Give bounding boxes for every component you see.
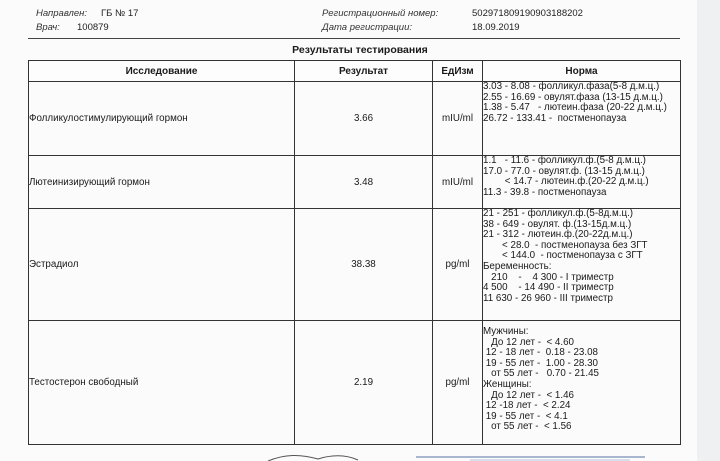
test-unit: mIU/ml: [433, 82, 483, 156]
test-name: Тестостерон свободный: [29, 321, 295, 445]
test-result: 3.66: [295, 82, 433, 156]
column-header-test: Исследование: [29, 61, 295, 82]
table-row: [29, 321, 681, 445]
norm-line: от 55 лет - 0.70 - 21.45: [483, 368, 599, 380]
norm-line: Беременность:: [483, 260, 552, 272]
table-row: [29, 156, 681, 209]
page-edge: [697, 0, 720, 461]
test-unit: pg/ml: [433, 321, 483, 445]
table-row: [29, 209, 681, 321]
bottom-stamp-fragment: [0, 452, 720, 461]
test-norm: [483, 209, 681, 321]
page-title: Результаты тестирования: [292, 44, 428, 56]
norm-line: 4 500 - 14 490 - II триместр: [483, 282, 614, 294]
results-table: [28, 60, 681, 445]
norm-line: 17.0 - 77.0 - овулят.ф. (13-15 д.м.ц.): [483, 165, 645, 177]
norm-line: 38 - 649 - овулят. ф.(13-15д.м.ц.): [483, 218, 632, 230]
test-result: 38.38: [295, 209, 433, 321]
norm-line: 1.38 - 5.47 - лютеин.фаза (20-22 д.м.ц.): [483, 102, 667, 114]
table-row: [29, 82, 681, 156]
sent-value: ГБ № 17: [101, 8, 139, 19]
table-header-row: [29, 61, 681, 82]
doctor-label: Врач:: [36, 22, 60, 33]
norm-line: 3.03 - 8.08 - фолликул.фаза(5-8 д.м.ц.): [483, 81, 660, 92]
norm-line: от 55 лет - < 1.56: [483, 421, 572, 433]
norm-line: 21 - 312 - лютеин.ф.(20-22д.м.ц.): [483, 229, 633, 241]
norm-line: < 28.0 - постменопауза без ЗГТ: [483, 239, 648, 251]
doctor-value: 100879: [77, 22, 109, 33]
column-header-result: Результат: [295, 61, 433, 82]
norm-line: < 144.0 - постменопауза с ЗГТ: [483, 250, 643, 262]
norm-line: 210 - 4 300 - I триместр: [483, 271, 614, 283]
test-unit: mIU/ml: [433, 156, 483, 209]
norm-line: 11 630 - 26 960 - III триместр: [483, 292, 613, 304]
column-header-norm: Норма: [483, 61, 681, 82]
norm-line: До 12 лет - < 1.46: [483, 389, 574, 401]
reg-date-value: 18.09.2019: [472, 22, 520, 33]
reg-number-label: Регистрационный номер:: [322, 8, 439, 19]
test-name: Эстрадиол: [29, 209, 295, 321]
reg-number-value: 502971809190903188202: [472, 8, 583, 19]
norm-line: 12 - 18 лет - 0.18 - 23.08: [483, 347, 598, 359]
test-result: 2.19: [295, 321, 433, 445]
norm-line: 26.72 - 133.41 - постменопауза: [483, 112, 627, 124]
norm-line: 11.3 - 39.8 - постменопауза: [483, 186, 607, 198]
test-result: 3.48: [295, 156, 433, 209]
norm-line: 12 -18 лет - < 2.24: [483, 400, 571, 412]
norm-line: 21 - 251 - фолликул.ф.(5-8д.м.ц.): [483, 208, 634, 219]
column-header-unit: ЕдИзм: [433, 61, 483, 82]
header-divider: [28, 38, 680, 39]
norm-line: 19 - 55 лет - 1.00 - 28.30: [483, 357, 598, 369]
norm-line: 19 - 55 лет - < 4.1: [483, 410, 568, 422]
norm-line: Мужчины:: [483, 326, 529, 337]
test-name: Лютеинизирующий гормон: [29, 156, 295, 209]
reg-date-label: Дата регистрации:: [322, 22, 412, 33]
test-name: Фолликулостимулирующий гормон: [29, 82, 295, 156]
norm-line: 1.1 - 11.6 - фолликул.ф.(5-8 д.м.ц.): [483, 155, 646, 166]
test-unit: pg/ml: [433, 209, 483, 321]
norm-line: 2.55 - 16.69 - овулят.фаза (13-15 д.м.ц.): [483, 91, 663, 103]
norm-line: < 14.7 - лютеин.ф.(20-22 д.м.ц.): [483, 176, 649, 188]
test-norm: [483, 82, 681, 156]
norm-line: Женщины:: [483, 378, 532, 390]
sent-label: Направлен:: [36, 8, 87, 19]
norm-line: До 12 лет - < 4.60: [483, 336, 574, 348]
test-norm: [483, 321, 681, 445]
test-norm: [483, 156, 681, 209]
